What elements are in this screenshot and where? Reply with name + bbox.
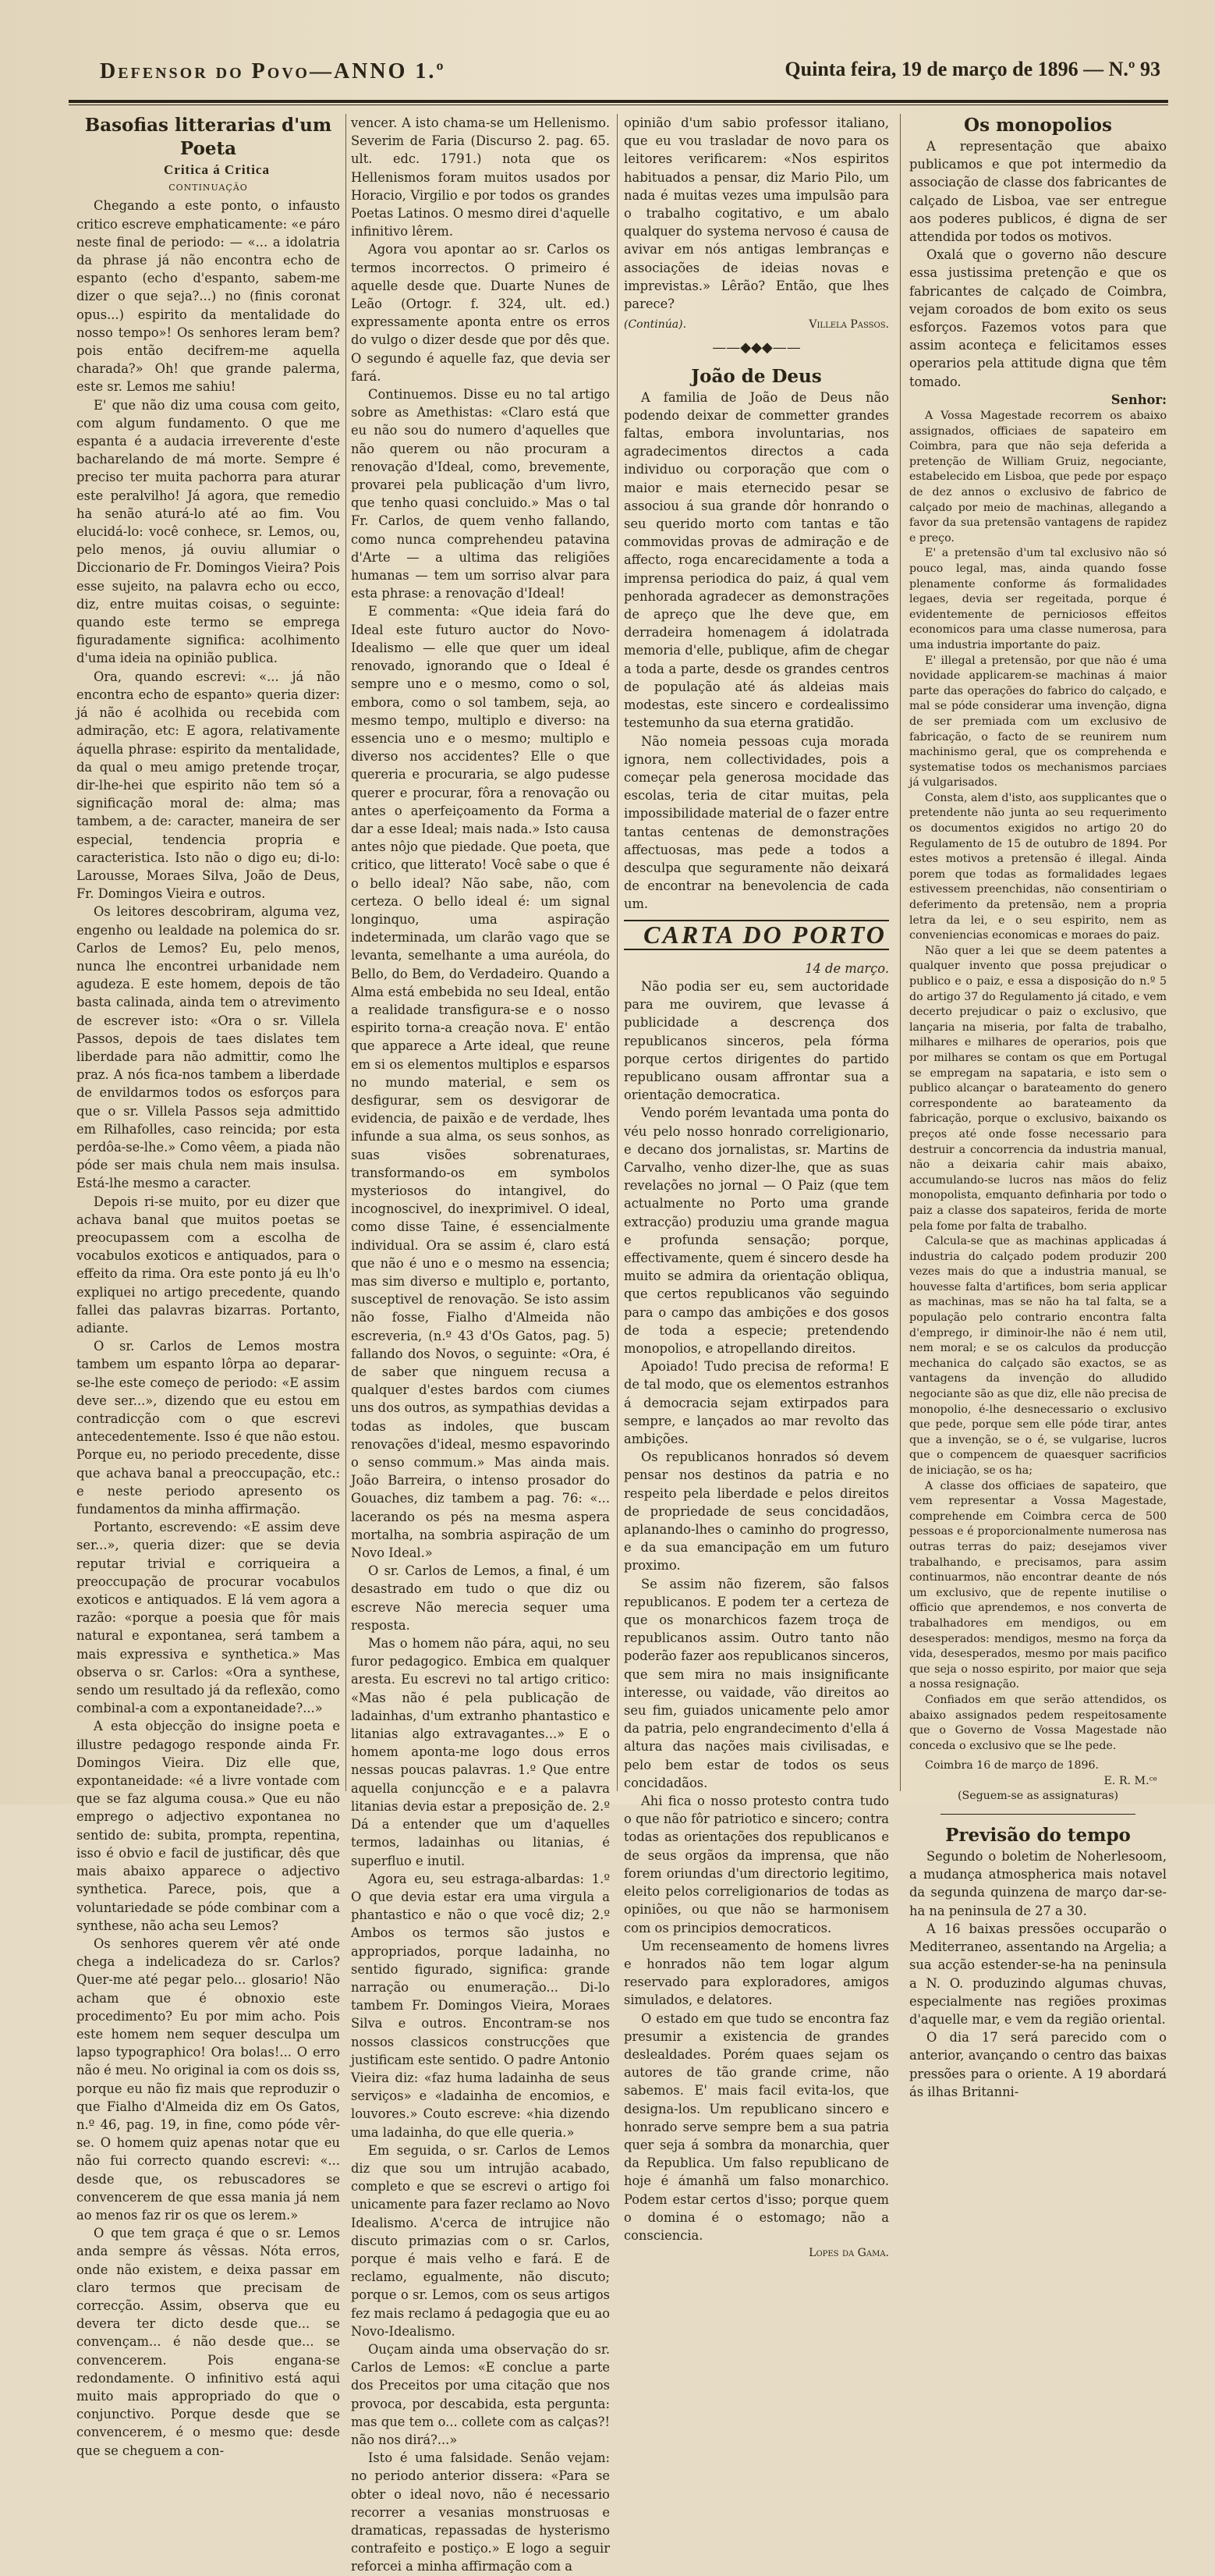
signatures-note: (Seguem-se as assignaturas) [957, 1790, 1119, 1803]
paragraph: Confiados em que serão attendidos, os abaixo assignados pedem respeitosamente que o Governo de Vossa Magestade não conceda o exclusivo que se lhe pede. [909, 1693, 1167, 1752]
petition-initials: E. R. M.ᶜᵉ [1103, 1774, 1157, 1787]
paragraph: Isto é uma falsidade. Senão vejam: no periodo anterior dissera: «Para se obter o ideal novo, não é necessario recorrer a vesanias monstruosas e dramaticas, repassadas de hysterismo contrafeito e postiço.» E logo a seguir reforcei a minha affirmação com a [351, 2450, 610, 2574]
paragraph: Depois ri-se muito, por eu dizer que achava banal que muitos poetas se preocupassem com a escolha de vocabulos exoticos e antiquados, para o effeito da rima. Ora este ponto já eu lh'o expliquei no artigo precedente, quando fallei das palavras bizarras. Portanto, adiante. [76, 1194, 340, 1336]
masthead-rule [69, 100, 1168, 103]
author-name: Villela Passos. [809, 318, 889, 332]
paragraph: Os senhores querem vêr até onde chega a indelicadeza do sr. Carlos? Quer-me até pegar pelo... glosario! Não acham que é obnoxio este procedimento? Eu por mim acho. Pois este homem nem sequer desculpa um lapso typographico! Ora bolas!... O erro não é meu. No original ia com os dois ss, porque eu não fiz mais que reproduzir o que Fialho d'Almeida diz em Os Gatos, n.º 46, pag. 19, in fine, como póde vêr-se. O homem quiz apenas notar que eu não fui correcto quando escrevi: «... desde que, os rebuscadores se convencerem de que essa mania já nem ao menos faz rir os que os lerem.» [76, 1936, 340, 2223]
paragraph: E commenta: «Que ideia fará do Ideal este futuro auctor do Novo-Idealismo — elle que quer um ideal renovado, ignorando que o Ideal é sempre uno e o mesmo, como o sol, embora, como o sol tambem, seja, ao mesmo tempo, multiplo e diverso: na essencia uno e o mesmo; multiplo e diverso nos accidentes? Elle o que quereria e procuraria, se algo pudesse querer e procurar, fôra a renovação ou antes o aperfeiçoamento da Forma a dar a esse Ideal; mais nada.» Isto causa antes nôjo que piedade. Que poeta, que critico, que litterato! Você sabe o que é o bello ideal? Não sabe, não, com certeza. O bello ideal é: um signal longinquo, uma aspiração indeterminada, um clarão vago que se levanta, semelhante a uma auréola, do Bello, do Bem, do Verdadeiro. Quando a Alma está embebida no seu Ideal, então a realidade transfigura-se e o nosso espirito torna-a creação nova. E' então que apparece a Arte ideal, que reune em si os elementos multiplos e esparsos no mundo material, e sem os desfigurar, sem os desvigorar de evidencia, de paixão e de verdade, lhes infunde a sua alma, os seus sonhos, as suas visões sobrenaturaes, transformando-os em symbolos mysteriosos do intangivel, do incognoscivel, do inexprimivel. O ideal, como disse Taine, é essencialmente individual. Ora se assim é, claro está que não é uno e o mesmo na essencia; mas sim diverso e multiplo e, portanto, susceptivel de renovação. Se isto assim não fosse, Fialho d'Almeida não escreveria, (n.º 43 d'Os Gatos, pag. 5) fallando dos Novos, o seguinte: «Ora, é de saber que ninguem recusa a qualquer d'estes bardos com ciumes uns dos outros, as sympathias devidas a todas as indoles, que buscam renovações d'ideal, mesmo espavorindo o senso commum.» Mas ainda mais. João Barreira, o intenso prosador do Gouaches, diz tambem a pag. 76: «... lacerando os pés na mesma aspera mortalha, na sombria aspiração de um Novo Ideal.» [351, 604, 610, 1561]
paragraph: Chegando a este ponto, o infausto critico escreve emphaticamente: «e páro neste final de periodo: — «... a idolatria da phrase já não encontra echo de espanto (echo d'espanto, sabem-me dizer o que seja?...) no (finis coronat opus...) espirito da mentalidade do nosso tempo»! Os senhores leram bem? pois então decifrem-me aquella charada?» Oh! que grande palerma, este sr. Lemos me sahiu! [76, 198, 340, 395]
column-1 [76, 114, 340, 2458]
paragraph: Portanto, escrevendo: «E assim deve ser...», queria dizer: que se devia reputar trivial e corriqueira a preoccupação de procurar vocabulos exoticos e antiquados. E lá vem agora a razão: «porque a poesia que fôr mais natural e expontanea, será tambem a mais expressiva e synthetica.» Mas observa o sr. Carlos: «Ora a synthese, sendo um resultado já da reflexão, como combinal-a com a expontaneidade?...» [76, 1520, 340, 1716]
paragraph: A classe dos officiaes de sapateiro, que vem representar a Vossa Magestade, comprehende em Coimbra cerca de 500 pessoas e é proporcionalmente numerosa nas outras terras do paiz; desejamos viver trabalhando, e precisamos, para assim continuarmos, não encontrar deante de nós um exclusivo, que de repente inutilise o officio que aprendemos, e nos converta de trabalhadores em mendigos, ou em desesperados: mendigos, mesmo na força da vida, desesperados, mesmo por mais pacifico que seja o nosso espirito, por maior que seja a nossa resignação. [909, 1479, 1167, 1691]
paragraph: O estado em que tudo se encontra faz presumir a existencia de grandes deslealdades. Porém quaes sejam os autores de tão grande crime, não sabemos. E' mais facil evita-los, que designa-los. Um republicano sincero e honrado serve sempre bem a sua patria quer seja á sombra da monarchia, quer da Republica. Um falso republicano de hoje é ámanhã um falso monarchico. Podem estar certos d'isso; porque quem o domina é o estomago; não a consciencia. [624, 2010, 889, 2243]
paragraph: Mas o homem não pára, aqui, no seu furor pedagogico. Embica em qualquer aresta. Eu escrevi no tal artigo critico: «Mas não é pela publicação de ladainhas, d'um extranho phantastico e litanias algo extravagantes...» E o homem aponta-me logo dous erros nessas poucas palavras. 1.º Que entre aquella conjuncção e e a palavra litanias devia estar a preposição de. 2.º Dá a entender que um d'aquelles termos, ladainhas ou litanias, é superfluo e inutil. [351, 1636, 610, 1868]
article-title-basofias: Basofias litterarias d'um Poeta [84, 115, 332, 159]
paragraph: E' a pretensão d'um tal exclusivo não só pouco legal, mas, ainda quando fosse plenamente conforme ás formalidades legaes, devia ser regeitada, porque é evidentemente de perniciosos effeitos economicos para uma classe numerosa, para uma industria importante do paiz. [909, 547, 1167, 651]
paragraph: O que tem graça é que o sr. Lemos anda sempre ás vêssas. Nóta erros, onde não existem, e deixa passar em claro termos que precisam de correcção. Assim, observa que eu devera ter dicto desde que... se convençam... é não desde que... se convencerem. Pois engana-se redondamente. O infinitivo está aqui muito mais appropriado do que o conjunctivo. Porque desde que se convencerem, é o mesmo que: desde que se cheguem a con- [76, 2226, 340, 2458]
paragraph: O sr. Carlos de Lemos mostra tambem um espanto lôrpa ao deparar-se-lhe este começo de periodo: «E assim deve ser...», dizendo que eu estou em contradicção com o que escrevi antecedentemente. Isso é que não estou. Porque eu, no periodo precedente, disse que achava banal a preoccupação, etc.: e neste periodo apresento os fundamentos da minha affirmação. [76, 1339, 340, 1517]
column-2 [351, 114, 610, 2574]
paragraph: Os republicanos honrados só devem pensar nos destinos da patria e no respeito pela liberdade e pelos direitos de propriedade de seus concidadãos, aplanando-lhes o caminho do progresso, e da sua emancipação em um futuro proximo. [624, 1449, 889, 1574]
paragraph: Agora vou apontar ao sr. Carlos os termos incorrectos. O primeiro é aquelle desde que. Duarte Nunes de Leão (Ortogr. f. 324, ult. ed.) expressamente aponta entre os erros do vulgo o dizer desde que por dês que. O segundo é aquelle faz, que devia ser fará. [351, 242, 610, 384]
paragraph: opinião d'um sabio professor italiano, que eu vou trasladar de novo para os leitores verificarem: «Nos espiritos habituados a pensar, diz Mario Pilo, um nada é muitas vezes uma impulsão para o trabalho cogitativo, e um abalo qualquer do systema nervoso é causa de avivar em nós antigas lembranças e associações de ideias novas e imprevistas.» Lêrão? Então, que lhes parece? [624, 115, 889, 312]
masthead-title: Defensor do Povo—ANNO 1.º [100, 59, 446, 83]
article-title-carta: CARTA DO PORTO [643, 920, 887, 949]
paragraph: A esta objecção do insigne poeta e illustre pedagogo responde ainda Fr. Domingos Vieira. Diz elle que, expontaneidade: «é a livre vontade com que se faz alguma cousa.» Que eu não emprego o adjectivo expontanea no sentido de: subita, prompta, repentina, isso é obvio e facil de justificar, dês que mais abaixo apparece o adjectivo synthetica. Parece, pois, que a voluntariedade se póde combinar com a synthese, não acha seu Lemos? [76, 1719, 340, 1933]
masthead [69, 55, 1207, 101]
paragraph: A familia de João de Deus não podendo deixar de commetter grandes faltas, embora involuntarias, nos agradecimentos directos a cada individuo ou corporação que com o maior e mais eternecido pesar se associou á sua grande dôr honrando o seu querido morto com tantas e tão commovidas provas de admiração e de affecto, roga encarecidamente a toda a imprensa periodica do paiz, á qual vem penhorada agradecer as demonstrações de apreço que lhe deve que, em derradeira homenagem á idolatrada memoria d'elle, publique, afim de chegar a toda a parte, desde os grandes centros de população até ás aldeias mais modestas, este sincero e cordealissimo testemunho da sua eterna gratidão. [624, 389, 889, 731]
paragraph: O dia 17 será parecido com o anterior, avançando o centro das baixas pressões para o oriente. A 19 abordará ás ilhas Britanni- [909, 2030, 1167, 2099]
paragraph: Não podia ser eu, sem auctoridade para me ouvirem, que levasse á publicidade a descrença dos republicanos sinceros, pela fórma porque certos dirigentes do partido republicano ousam affrontar sua a orientação democratica. [624, 978, 889, 1103]
column-4 [909, 114, 1167, 2099]
author-name: Lopes da Gama. [809, 2247, 889, 2260]
paragraph: A Vossa Magestade recorrem os abaixo assignados, officiaes de sapateiro em Coimbra, para que não seja deferida a pretenção de William Gruiz, negociante, estabelecido em Lisboa, que pede por espaço de dez annos o exclusivo de fabrico de calçado por meio de machinas, allegando a favor da sua pretensão vantagens de rapidez e preço. [909, 410, 1167, 545]
article-title-joao: João de Deus [691, 365, 822, 387]
column-divider [345, 114, 346, 1791]
paragraph: E' que não diz uma cousa com geito, com algum fundamento. O que me espanta é a audacia irreverente d'este bacharelando de má morte. Sempre é preciso ter muita pachorra para aturar este peralvilho! Já agora, que remedio ha senão aturá-lo até ao fim. Vou elucidá-lo: você conhece, sr. Lemos, ou, pelo menos, já ouviu allumiar o Diccionario de Fr. Domingos Vieira? Pois esse sujeito, na palavra echo ou ecco, diz, entre muitas coisas, o seguinte: quando este termo se emprega figuradamente significa: acolhimento d'uma ideia na opinião publica. [76, 397, 340, 666]
column-divider [900, 114, 901, 1791]
continues-label: (Continúa). [624, 318, 687, 332]
paragraph: A representação que abaixo publicamos e que pot intermedio da associação de classe dos fabricantes de calçado de Lisboa, vae ser entregue aos poderes publicos, é digna de ser attendida por todos os motivos. [909, 139, 1167, 245]
paragraph: Consta, alem d'isto, aos supplicantes que o pretendente não junta ao seu requerimento os documentos exigidos no artigo 20 do Regulamento de 15 de outubro de 1894. Por estes motivos a pretensão é illegal. Ainda porem que todas as formalidades legaes estivessem preenchidas, não consentiriam o deferimento da pretensão, nem a propria letra da lei, e o seu espirito, nem as conveniencias economicas e moraes do paiz. [909, 791, 1167, 942]
petition-text [909, 409, 1167, 1804]
paragraph: Os leitores descobriram, alguma vez, engenho ou lealdade na polemica do sr. Carlos de Lemos? Eu, pelo menos, nunca lhe encontrei urbanidade nem agudeza. E este homem, depois de tão basta calinada, ainda tem o atrevimento de escrever isto: «Ora o sr. Villela Passos, depois de taes dislates tem liberdade para não admittir, como lhe praz. A nós fica-nos tambem a liberdade de envildarmos todos os esforços para que o sr. Villela Passos seja admittido em Rilhafolles, caso reincida; por esta perdôa-se-lhe.» Como vêem, a piada não póde ser mais chula nem mais insulsa. Está-lhe mesmo a caracter. [76, 904, 340, 1191]
masthead-date: Quinta feira, 19 de março de 1896 — N.º 93 [785, 58, 1160, 80]
paragraph: Em seguida, o sr. Carlos de Lemos diz que sou um intrujão acabado, completo e que se escrevi o artigo foi unicamente para fazer reclamo ao Novo Idealismo. A'cerca de intrujice não discuto primazias com o sr. Carlos, porque é mais velho e fará. E de reclamo, egualmente, não discuto; porque o sr. Lemos, com os seus artigos fez mais reclamo á pedagogia que eu ao Novo-Idealismo. [351, 2142, 610, 2339]
paragraph: Se assim não fizerem, são falsos republicanos. E podem ter a certeza de que os monarchicos fazem troça de republicanos assim. Outro tanto não poderão fazer aos republicanos sinceros, que sem mira no mais insignificante interesse, ou vaidade, vão direitos ao seu fim, guiados unicamente pelo amor da patria, pelo engrandecimento d'ella á altura das nações mais civilisadas, e pelo bem estar de todos os seus concidadãos. [624, 1576, 889, 1790]
paragraph: A 16 baixas pressões occuparão o Mediterraneo, assentando na Argelia; a sua acção estender-se-ha na peninsula a N. O. produzindo algumas chuvas, especialmente nas regiões proximas d'aquelle mar, e vem da região oriental. [909, 1921, 1167, 2027]
paragraph: Agora eu, seu estraga-albardas: 1.º O que devia estar era uma virgula a phantastico e não o que você diz; 2.º Ambos os termos são justos e appropriados, porque ladainha, no sentido figurado, significa: grande narração ou enumeração... Di-lo tambem Fr. Domingos Vieira, Moraes Silva e outros. Encontram-se nos nossos classicos construcções que justificam este sentido. O padre Antonio Vieira diz: «faz huma ladainha de seus serviços» e «ladainha de encomios, e louvores.» Couto escreve: «hia dizendo uma ladainha, do que elle queria.» [351, 1871, 610, 2140]
paragraph: Ouçam ainda uma observação do sr. Carlos de Lemos: «E conclue a parte dos Preceitos por uma citação que nos provoca, por descabida, esta pergunta: mas que tem o... collete com as calças?! não nos dirá?...» [351, 2341, 610, 2447]
paragraph: Calcula-se que as machinas applicadas á industria do calçado podem produzir 200 vezes mais do que a industria manual, se houvesse falta d'artifices, bom seria applicar as machinas, mas se não ha tal falta, se a população pelo contrario encontra falta d'emprego, ir diminoir-lhe não é nem util, nem moral; e se os calculos da producção mechanica do calçado são exactos, se as vantagens da invenção do alludido negociante são as que diz, elle não precisa de monopolio, é-lhe desnecessario o exclusivo que pede, porque sem elle póde tirar, antes que a invenção, se o é, se vulgarise, lucros que o compencem de quaesquer sacrificios de iniciação, se os ha; [909, 1235, 1167, 1478]
section-header-box [624, 920, 889, 950]
paragraph: Vendo porém levantada uma ponta do véu pelo nosso honrado correligionario, e decano dos jornalistas, sr. Martins de Carvalho, venho dizer-lhe, que as suas revelações no jornal — O Paiz (que tem actualmente no Porto uma grande extracção) produziu uma grande magua e profunda sensação; porque, effectivamente, quem é sincero desde ha muito se admira da orientação obliqua, que certos republicanos vão seguindo para o campo das ambições e dos gosos de toda a especie; pretendendo monopolios, e atropellando direitos. [624, 1105, 889, 1356]
paragraph: E' illegal a pretensão, por que não é uma novidade applicarem-se machinas á maior parte das operações do fabrico do calçado, e mal se póde considerar uma invenção, digna de ser premiada com um exclusivo de fabricação, o facto de se reunirem num machinismo geral, que os comprehenda e systematise todos os mechanismos parciaes já vulgarisados. [909, 654, 1167, 789]
article-title-monopolios: Os monopolios [964, 115, 1112, 136]
article-title-previsao: Previsão do tempo [945, 1825, 1131, 1847]
column-divider [617, 114, 618, 1791]
paragraph: vencer. A isto chama-se um Hellenismo. Severim de Faria (Discurso 2. pag. 65. ult. edc. 1791.) nota que os Hellenismos foram muitos usados por Horacio, Virgilio e por todos os grandes Poetas Latinos. O mesmo direi d'aquelle infinitivo lêrem. [351, 115, 610, 240]
petition-place-date: Coimbra 16 de março de 1896. [925, 1759, 1100, 1772]
paragraph: Segundo o boletim de Noherlesoom, a mudança atmospherica mais notavel da segunda quinzena de março dar-se-ha na peninsula de 27 a 30. [909, 1849, 1167, 1918]
paragraph: Oxalá que o governo não descure essa justissima pretenção e que os fabricantes de calçado de Coimbra, vejam coroados de bom exito os seus esforços. Fazemos votos para que assim aconteça e felicitamos esses operarios pela attitude digna que têm tomado. [909, 247, 1167, 389]
paragraph: Ahi fica o nosso protesto contra tudo o que não fôr patriotico e sincero; contra todas as orientações dos republicanos e de seus orgãos da imprensa, que não forem oriundas d'um directorio legitimo, eleito pelos correligionarios de todas as opiniões, ou que não se harmonisem com os principios democraticos. [624, 1794, 889, 1936]
article-subtitle: Critica á Critica [164, 162, 270, 177]
paragraph: Não quer a lei que se deem patentes a qualquer invento que possa prejudicar o publico e o paiz, e essa a disposição do n.º 5 do artigo 37 do Regulamento já citado, e vem decerto prejudicar o paiz o exclusivo, que lançaria na miseria, por falta de trabalho, milhares e milhares de operarios, pois que por milhares se contam os que em Portugal se empregam na sapataria, e isto sem o publico alcançar o barateamento do genero correspondente ao barateamento da fabricação, porque o exclusivo, baixando os preços até onde fosse necessario para destruir a concorrencia da industria manual, não a deixaria cahir mais abaixo, accumulando-se lucros nas mãos do feliz monopolista, emquanto definharia por todo o paiz a classe dos sapateiros, ferida de morte pela fome por falta de trabalho. [909, 944, 1167, 1233]
dateline: 14 de março. [805, 960, 889, 976]
ornament-divider: ——◆◆◆—— [712, 339, 801, 357]
paragraph: Ora, quando escrevi: «... já não encontra echo de espanto» queria dizer: já não é acolhida ou recebida com admiração, etc: E agora, relativamente áquella phrase: espirito da mentalidade, da qual o meu amigo pretende troçar, dir-lhe-hei que espirito não tem só a significação moral de: alma; mas tambem, a de: caracter, maneira de ser especial, tendencia propria e caracteristica. Isto não o digo eu; di-lo: Larousse, Moraes Silva, João de Deus, Fr. Domingos Vieira e outros. [76, 669, 340, 902]
article-signature [624, 316, 889, 334]
salutation: Senhor: [1111, 392, 1167, 407]
continuation-label: CONTINUAÇÃO [168, 183, 248, 193]
paragraph: Não nomeia pessoas cuja morada ignora, nem collectividades, pois a começar pela generosa mocidade das escolas, teria de citar muitas, pela impossibilidade material de o fazer entre tantas centenas de demonstrações affectuosas, mas pede a todos a desculpa que seguramente não deixará de encontrar na benevolencia de cada um. [624, 733, 889, 912]
section-divider [940, 1814, 1135, 1815]
column-3 [624, 114, 889, 2260]
paragraph: Apoiado! Tudo precisa de reforma! E de tal modo, que os elementos estranhos á democracia sejam extirpados para sempre, e lançados ao mar revolto das ambições. [624, 1359, 889, 1447]
paragraph: Um recenseamento de homens livres e honrados não tem logar algum reservado para exploradores, amigos simulados, e delatores. [624, 1938, 889, 2008]
paragraph: O sr. Carlos de Lemos, a final, é um desastrado em tudo o que diz ou escreve Não merecia sequer uma resposta. [351, 1563, 610, 1633]
paragraph: Continuemos. Disse eu no tal artigo sobre as Amethistas: «Claro está que eu não sou do numero d'aquelles que não querem ou não procuram a renovação d'Ideal, como, brevemente, provarei pela publicação d'um livro, que tenho quasi concluido.» Mas o tal Fr. Carlos, de quem venho fallando, como nunca comprehendeu patavina d'Arte — a ultima das religiões humanas — tem um sorriso alvar para esta phrase: a renovação d'Ideal! [351, 387, 610, 601]
